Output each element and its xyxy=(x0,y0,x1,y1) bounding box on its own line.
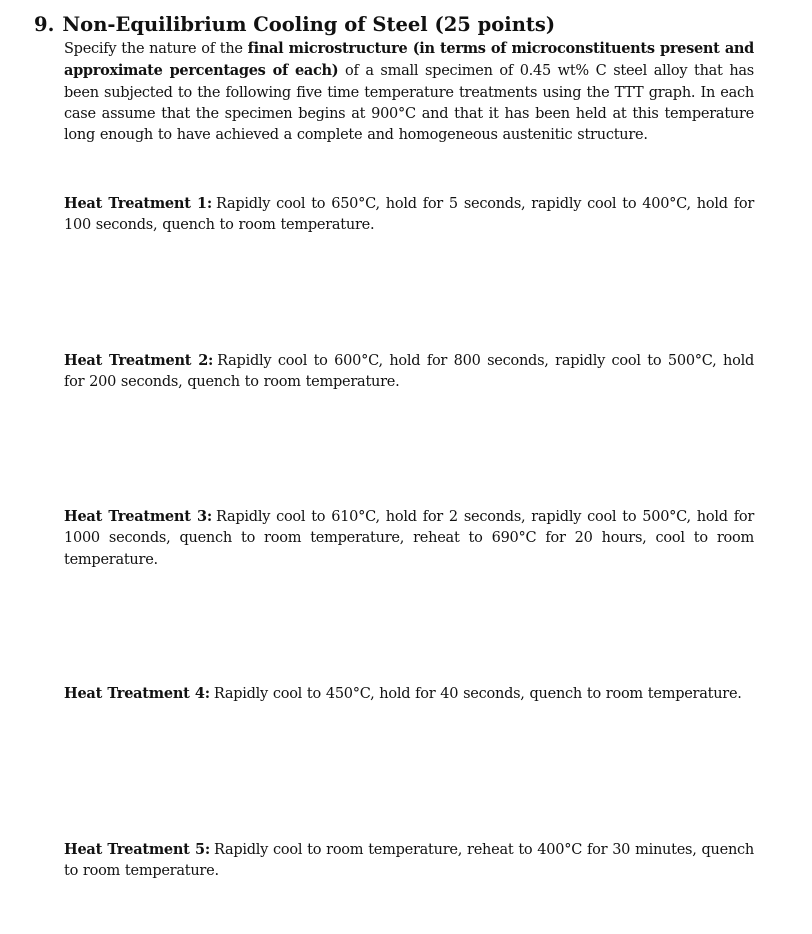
problem-intro xyxy=(64,38,754,146)
heat-treatment-1 xyxy=(64,193,754,237)
heat-treatment-5-label: Heat Treatment 5: xyxy=(64,841,210,858)
intro-text-1: Specify the nature of the xyxy=(64,41,248,57)
heat-treatment-2-text: Rapidly cool to 600°C, hold for 800 seconds, rapidly cool to 500°C, hold for 200 seconds, quench to room temperature. xyxy=(64,353,755,391)
heat-treatment-4-text: Rapidly cool to 450°C, hold for 40 seconds, quench to room temperature. xyxy=(213,686,742,702)
heat-treatment-4 xyxy=(64,683,754,705)
heat-treatment-3-label: Heat Treatment 3: xyxy=(64,508,212,525)
problem-heading xyxy=(34,12,555,38)
intro-bold-text: final microstructure (in terms of microconstituents present and approximate percentages of each) xyxy=(64,40,754,80)
problem-title: Non-Equilibrium Cooling of Steel (25 points) xyxy=(62,13,556,36)
heat-treatment-1-label: Heat Treatment 1: xyxy=(64,195,212,212)
heat-treatment-4-label: Heat Treatment 4: xyxy=(64,685,210,702)
heat-treatment-1-text: Rapidly cool to 650°C, hold for 5 seconds, rapidly cool to 400°C, hold for 100 seconds, quench to room temperature. xyxy=(64,196,754,234)
heat-treatment-2-label: Heat Treatment 2: xyxy=(64,352,214,369)
heat-treatment-2 xyxy=(64,350,754,394)
heat-treatment-5-text: Rapidly cool to room temperature, reheat to 400°C for 30 minutes, quench to room temperature. xyxy=(64,842,755,880)
heat-treatment-3-text: Rapidly cool to 610°C, hold for 2 seconds, rapidly cool to 500°C, hold for 1000 seconds, quench to room temperature, reheat to 690°C for 20 hours, cool to room temperature. xyxy=(64,509,754,568)
intro-text-2: of a small specimen of 0.45 wt% C steel alloy that has been subjected to the following five time temperature treatments using the TTT graph. In each case assume that the specimen begins at 900°C and that it has been held at this temperature long enough to have achieved a complete and homogeneous austenitic structure. xyxy=(64,63,754,144)
heat-treatment-3 xyxy=(64,506,754,571)
heat-treatment-5 xyxy=(64,839,754,883)
problem-number: 9. xyxy=(34,13,55,36)
